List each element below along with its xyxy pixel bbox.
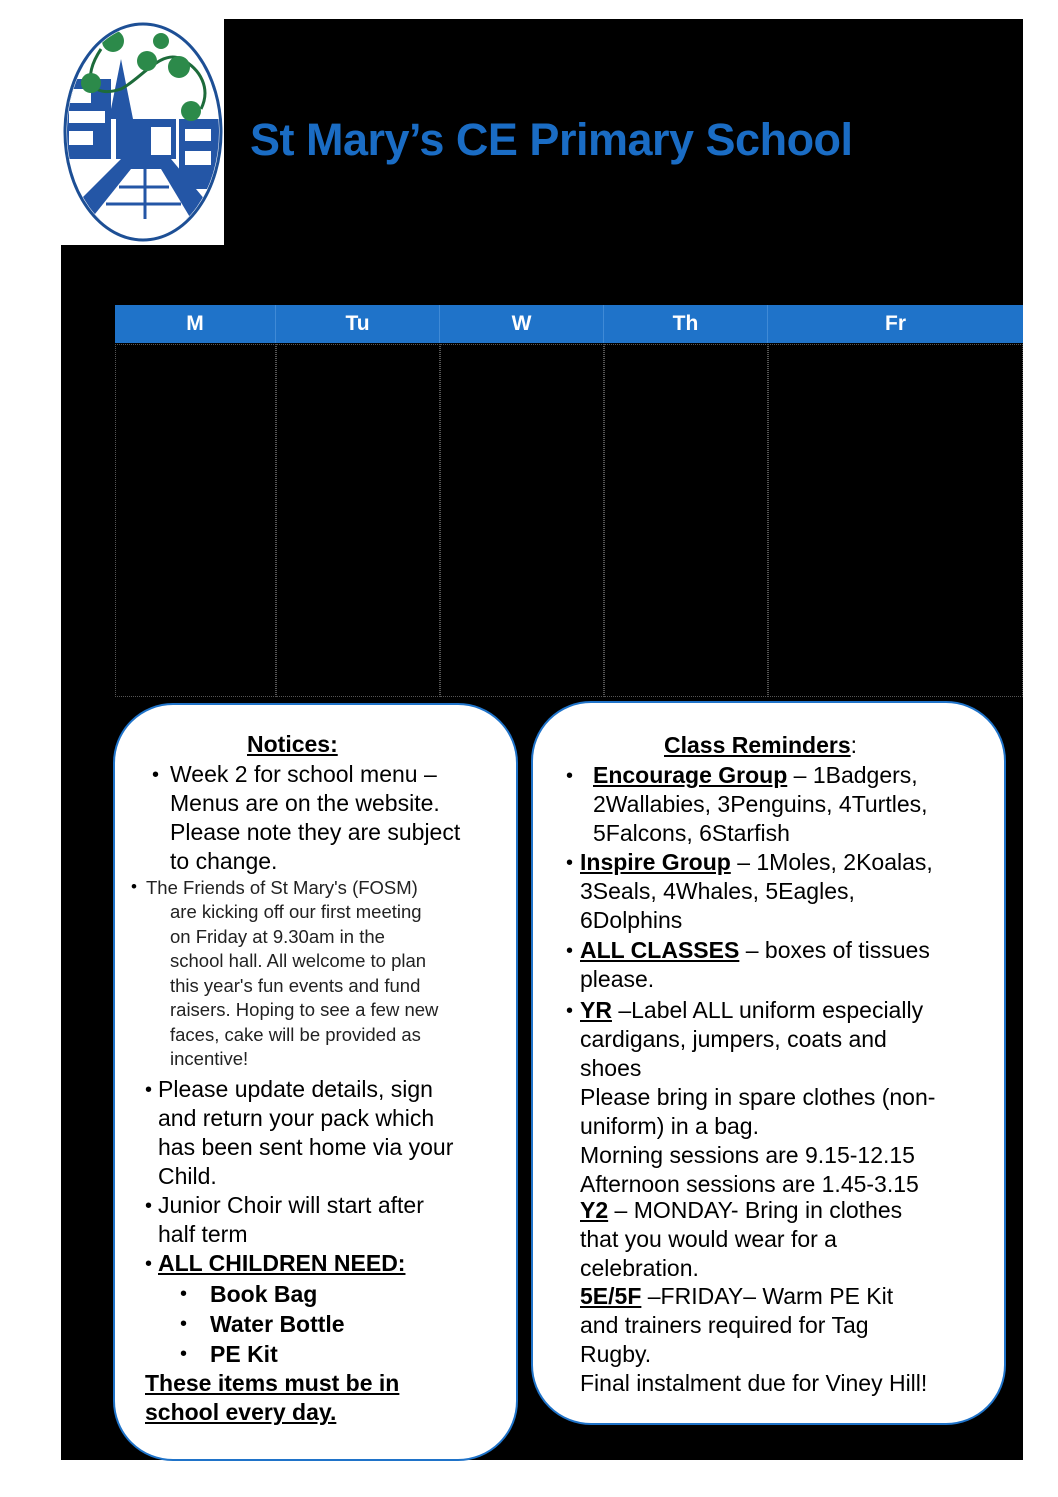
5e5f-line	[580, 1282, 893, 1311]
y2-text	[580, 1225, 837, 1283]
encourage-group-text	[593, 790, 928, 848]
day-cell-thursday	[604, 344, 768, 697]
notice-line: are kicking off our first meeting	[170, 901, 422, 922]
inspire-group-label: Inspire Group	[580, 849, 731, 875]
notice-item	[170, 760, 460, 876]
need-item: Water Bottle	[210, 1311, 345, 1337]
all-children-need: ALL CHILDREN NEED:	[158, 1250, 406, 1276]
footer-line: These items must be in	[145, 1370, 400, 1396]
y2-line	[580, 1196, 902, 1225]
bullet-icon: •	[566, 765, 574, 787]
bullet-icon: •	[566, 852, 574, 874]
reminder-line: Rugby.	[580, 1341, 652, 1367]
notices-footer	[145, 1369, 399, 1427]
reminder-line: that you would wear for a	[580, 1226, 837, 1252]
day-header-tuesday: Tu	[276, 305, 440, 343]
reminder-line: Morning sessions are 9.15-12.15	[580, 1142, 915, 1168]
school-name: St Mary’s CE Primary School	[250, 114, 853, 165]
reminder-line: Please bring in spare clothes (non-	[580, 1084, 936, 1110]
reminder-line: 6Dolphins	[580, 907, 683, 933]
fosm-notice	[170, 900, 438, 1072]
reminder-text: –FRIDAY– Warm PE Kit	[647, 1283, 894, 1309]
reminder-line: Afternoon sessions are 1.45-3.15	[580, 1171, 919, 1197]
bullet-icon: •	[145, 1253, 153, 1275]
bullet-icon: •	[566, 940, 574, 962]
notice-line: raisers. Hoping to see a few new	[170, 999, 439, 1020]
notice-line: school hall. All welcome to plan	[170, 950, 427, 971]
reminder-line: 5Falcons, 6Starfish	[593, 820, 790, 846]
all-classes-label: ALL CLASSES	[580, 937, 740, 963]
reminder-text: – 1Badgers,	[793, 762, 918, 788]
inspire-group-text	[580, 877, 855, 935]
footer-line: school every day.	[145, 1399, 337, 1425]
reminder-text: – 1Moles, 2Koalas,	[737, 849, 933, 875]
notice-line: on Friday at 9.30am in the	[170, 925, 385, 947]
bullet-icon: •	[180, 1343, 188, 1365]
day-header-monday: M	[115, 305, 276, 343]
notice-line: incentive!	[170, 1048, 249, 1069]
reminder-text: –Label ALL uniform especially	[618, 997, 924, 1023]
reminder-line: Final instalment due for Viney Hill!	[580, 1370, 928, 1396]
all-classes-line	[580, 936, 930, 965]
heading-label: Class Reminders	[664, 732, 851, 758]
day-header-thursday: Th	[604, 305, 768, 343]
5e5f-text	[580, 1311, 927, 1398]
reminder-text: – MONDAY- Bring in clothes	[614, 1197, 903, 1223]
notice-item	[158, 1191, 424, 1249]
all-classes-text: please.	[580, 966, 655, 992]
reminder-line: celebration.	[580, 1255, 699, 1281]
notice-line: to change.	[170, 848, 278, 874]
bullet-icon: •	[152, 764, 160, 786]
reminder-line: uniform) in a bag.	[580, 1113, 759, 1139]
notice-line: Week 2 for school menu –	[170, 761, 437, 787]
bullet-icon: •	[145, 1195, 153, 1217]
need-item: PE Kit	[210, 1341, 278, 1367]
bullet-icon: •	[145, 1079, 153, 1101]
day-cell-monday	[115, 344, 276, 697]
day-cell-tuesday	[276, 344, 440, 697]
reminder-line: cardigans, jumpers, coats and	[580, 1026, 887, 1052]
reminder-text: – boxes of tissues	[745, 937, 930, 963]
bullet-icon: •	[566, 1000, 574, 1022]
day-cell-wednesday	[440, 344, 604, 697]
school-logo	[61, 19, 224, 245]
encourage-group-line	[593, 761, 918, 790]
y2-label: Y2	[580, 1197, 609, 1223]
reminder-line: 2Wallabies, 3Penguins, 4Turtles,	[593, 791, 928, 817]
bullet-icon: •	[131, 877, 137, 896]
reminder-line: shoes	[580, 1055, 642, 1081]
5e5f-label: 5E/5F	[580, 1283, 642, 1309]
bullet-icon: •	[180, 1313, 188, 1335]
reminder-line: 3Seals, 4Whales, 5Eagles,	[580, 878, 855, 904]
day-header-wednesday: W	[440, 305, 604, 343]
notice-item	[158, 1075, 453, 1191]
notice-line: Junior Choir will start after	[158, 1192, 424, 1218]
notice-line: Child.	[158, 1163, 217, 1189]
notice-line: Please update details, sign	[158, 1076, 433, 1102]
yr-line	[580, 996, 923, 1025]
notice-line: faces, cake will be provided as	[170, 1023, 421, 1045]
week-calendar	[115, 305, 1023, 697]
notice-line: half term	[158, 1221, 248, 1247]
bullet-icon: •	[180, 1283, 188, 1305]
yr-text	[580, 1025, 935, 1199]
heading-colon: :	[850, 732, 858, 758]
day-cell-friday	[768, 344, 1023, 697]
reminder-line: and trainers required for Tag	[580, 1312, 869, 1338]
notice-line: has been sent home via your	[158, 1134, 454, 1160]
need-item: Book Bag	[210, 1281, 318, 1307]
notice-line: this year's fun events and fund	[170, 974, 421, 996]
notice-line: Menus are on the website.	[170, 790, 440, 816]
class-reminders-heading	[664, 731, 857, 760]
notice-line: and return your pack which	[158, 1105, 435, 1131]
encourage-group-label: Encourage Group	[593, 762, 788, 788]
day-header-friday: Fr	[768, 305, 1023, 343]
inspire-group-line	[580, 848, 933, 877]
yr-label: YR	[580, 997, 612, 1023]
fosm-notice-first-line: The Friends of St Mary's (FOSM)	[146, 877, 418, 898]
notice-line: Please note they are subject	[170, 819, 461, 845]
notices-heading: Notices:	[247, 731, 338, 757]
